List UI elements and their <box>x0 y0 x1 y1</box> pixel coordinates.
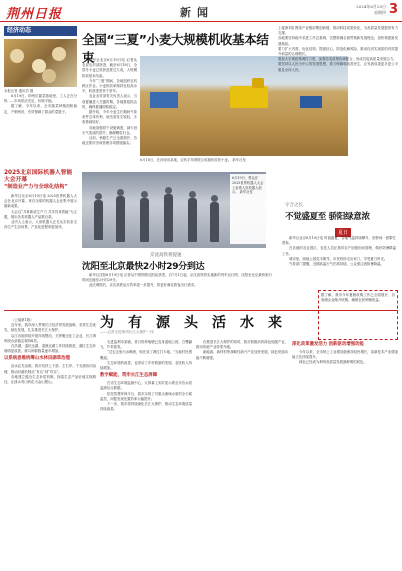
photo-caption: 本报记者 通讯员 摄 <box>4 89 34 93</box>
summer-story-body: 新华社北京6月19日电 时值盛夏，各地气温持续攀升，田野间一派繁忙景象。 在各地的农业园区，农技人员正指导农户加强田间管理，做好防暑降温工作。 城市里，绿地公园花木繁茂，市民纷纷走出家门，享受夏日时光。 气象部门提醒，近期高温天气仍将持续，公众需注意防暑降温。 <box>282 236 396 267</box>
main-story-body: 新华社北京6月19日电 记者从农业农村部获悉，截至6月18日，全国冬小麦已收获进度过九成，大规模机收基本结束。 今年“三夏”期间，各地组织农机跨区作业，小麦机收率保持在较高水平，收获进度快于常年。 农业农村部有关负责人表示，当前夏播进入关键时期，各地要抢抓农时，确保夏播面积稳定。 据介绍，今年小麦生长期间气象条件总体有利，病虫害发生较轻，丰收基础较好。 各地加强烘干设施调度，减少因天气造成的损失，确保颗粒归仓。 目前，秋粮生产已全面展开，各地正抓好田间管理各项措施落实。 <box>82 58 137 146</box>
vegetable-photo <box>4 39 77 87</box>
section-subhead: 深化改革激发活力 创新驱动增强动能 <box>292 342 364 347</box>
story-kicker: 守合之长 <box>285 203 303 208</box>
right-column <box>278 26 398 73</box>
date-line: 2024年6月20日 星期四 <box>356 4 386 15</box>
section-divider <box>4 310 398 311</box>
photo-caption: 6月19日，观众在2025世界机器人大会上参观人形机器人展示。 新华社发 <box>230 174 266 244</box>
story-subheadline: “制造业产力与全球化结构” <box>4 184 68 190</box>
feature-body-left: （上接第1版） 近年来，我市深入贯彻长江经济带发展战略，坚持生态优先、绿色发展，扎实推进长江大保护。 沿江各地持续开展岸线整治，关停搬迁化工企业，长江荆州段水质稳定保持Ⅱ类。 在洪湖，退垸还湖、退渔还湖工作持续推进，湖区生态环境明显改善，候鸟种群数量逐年增加。 以系统思维统筹山水林田湖草治理 治水必先治源。我市坚持上下游、左右岸、干支流协同治理，推动河湖长制从“有名”到“有实”。 各地建立健全生态补偿机制，探索生态产品价值实现路径，让绿水青山转化为金山银山。 <box>4 318 96 385</box>
section-title: 新闻 <box>180 6 214 19</box>
story-headline: 2025北京国际机器人智能大会开幕 <box>4 170 73 183</box>
info-box: 据了解，我市今年夏粮收购工作已全面展开，各收储企业敞开收购，确保农民种粮收益。 <box>318 290 398 340</box>
feature-body-right: 深化改革激发活力 创新驱动增强动能 今年以来，全市规上工业增加值保持较快增长，高新技术产业增加值占比持续提升。 绿色已经成为荆州高质量发展最鲜明的底色。 <box>292 342 398 365</box>
economy-tag: 经济动态 <box>4 26 77 36</box>
feature-headline: 为有源头活水来 <box>100 315 296 331</box>
continued-story-body: 上接第1版 围绕产业链部署创新链，推动科技成果转化，为高质量发展提供有力支撑。 各地要坚持稳中求进工作总基调，完整准确全面贯彻新发展理念，加快构建新发展格局。 着力扩大内需、优化结构、提振信心、防范化解风险，推动经济实现质的有效提升和量的合理增长。 要加大宏观政策调控力度，加强各类政策协调配合，形成共促高质量发展合力。 要坚持以人民为中心的发展思想，着力保障和改善民生，让发展成果更多更公平惠及全体人民。 <box>278 26 398 72</box>
left-column <box>4 26 77 115</box>
masthead <box>0 0 402 22</box>
story-body: 6月19日，荆州区蔬菜基地里，工人正在分拣……市场供应充足，价格平稳。 据了解，今年以来，全市蔬菜种植面积稳定，产销两旺，有效保障了群众的菜篮子。 <box>4 94 77 114</box>
section-subhead: 以系统思维统筹山水林田湖草治理 <box>4 356 70 362</box>
photo-caption: 6月18日，在河南省某地，农机手驾驶联合收割机收获小麦。 新华社发 <box>140 158 246 162</box>
story-kicker: 京沈高铁将提速 <box>150 253 182 258</box>
feature-body-mid: 走进监利市某镇，昔日的养殖塘已变身湿地公园，白鹭翩飞，芦苇摇曳。 “过去这里污水横流，现在成了网红打卡地。”当地村民感慨道。 生态环境的改善，也带动了乡村旅游的发展，农民收入持续增加。 数字赋能，筑牢长江生态屏障 在市生态环境监测中心，大屏幕上实时显示着全市各水质监测站点数据。 依托智慧环保平台，我市实现了对重点流域水质的全天候监控，问题发现处置效率大幅提升。 下一步，我市将持续深化长江大保护，推动生态环境质量持续改善。 <box>100 340 192 412</box>
rail-headline: 沈阳至北京最快2小时29分到达 <box>82 262 205 272</box>
summer-tag: 夏日 <box>335 228 351 237</box>
robot-story <box>4 166 77 230</box>
feature-body-mid2: 在推进长江大保护的同时，我市积极培育绿色低碳产业，推动传统产业转型升级。 新能源、新材料等战略性新兴产业加快发展，绿色发展动能不断增强。 <box>196 340 288 360</box>
section-subhead: 数字赋能，筑牢长江生态屏障 <box>100 373 158 379</box>
story-body: 新华社北京6月19日电 2025世界机器人大会在北京开幕，来自全球的机器人企业集中展示最新成果。 大会以“共育新质生产力 共享具身智能”为主题，展出各类机器人产品数百款。 业内人士表示，人形机器人正在从实验室走向生产生活场景，产业化进程明显加快。 <box>4 194 77 230</box>
feature-subheadline: ——记者走进荆州长江大保护一线 <box>100 330 154 334</box>
rail-story-body: 新华社沈阳6月19日电 记者从中国铁路沈阳局获悉，自7月1日起，京沈高铁将实施新的列车运行图，沈阳至北京最快旅行时间压缩至2小时29分。 此次调图后，京沈高铁运行效率进一步提升，将更好满足旅客出行需求。 <box>82 273 272 288</box>
newspaper-logo: 荆州日报 <box>6 7 63 22</box>
main-headline: 全国“三夏”小麦大规模机收基本结束 <box>82 32 269 65</box>
summer-headline: 不觉盛夏至 骄阳绿意浓 <box>285 212 370 222</box>
page-number: 3 <box>388 2 398 17</box>
